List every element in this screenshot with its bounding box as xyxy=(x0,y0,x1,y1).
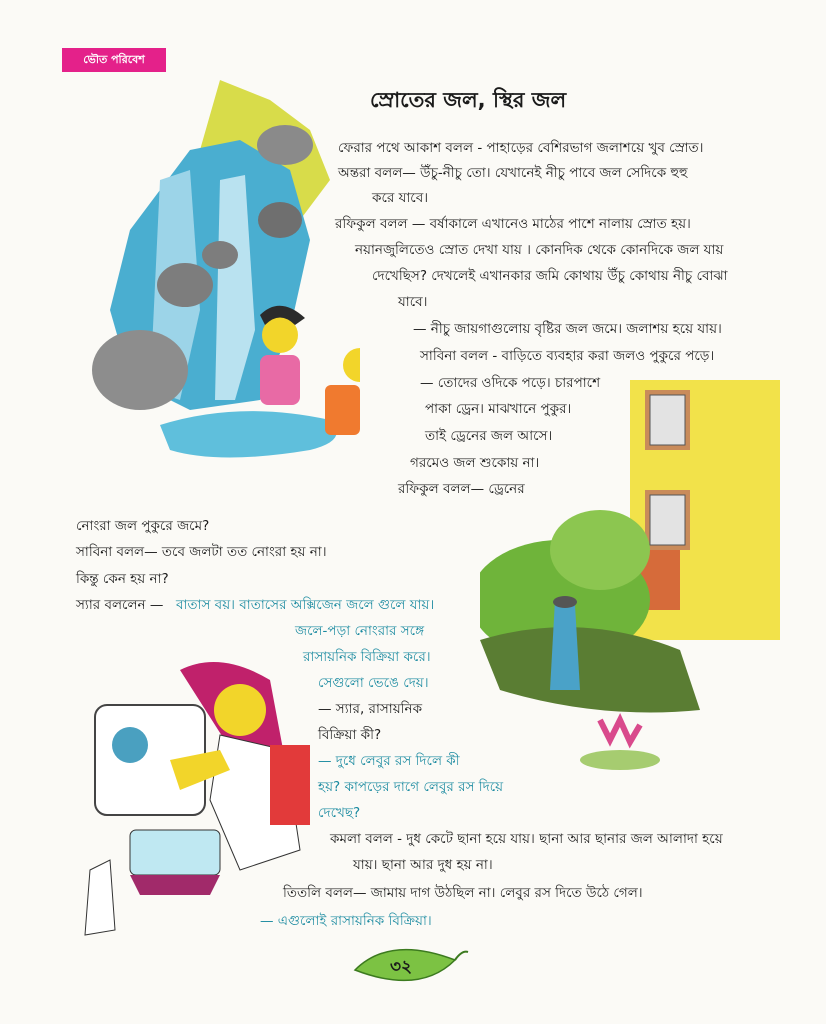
text-line: — তোদের ওদিকে পড়ে। চারপাশে xyxy=(420,375,601,391)
text-line: — স্যার, রাসায়নিক xyxy=(318,701,423,717)
text-line: কিন্তু কেন হয় না? xyxy=(76,571,169,587)
text-line: স্যার বললেন — xyxy=(76,597,164,613)
text-line: অন্তরা বলল— উঁচু-নীচু তো। যেখানেই নীচু পাবে জল সেদিকে হুহু xyxy=(338,165,688,181)
text-line: গরমেও জল শুকোয় না। xyxy=(410,455,540,471)
text-line: রাসায়নিক বিক্রিয়া করে। xyxy=(303,649,431,665)
text-line: করে যাবে। xyxy=(372,190,429,206)
text-line: হয়? কাপড়ের দাগে লেবুর রস দিয়ে xyxy=(318,779,504,795)
text-line: যায়। ছানা আর দুধ হয় না। xyxy=(353,857,493,873)
text-line: পাকা ড্রেন। মাঝখানে পুকুর। xyxy=(425,401,572,417)
text-line: বিক্রিয়া কী? xyxy=(318,727,382,743)
text-line: যাবে। xyxy=(398,294,428,310)
woman-cooking-illustration xyxy=(70,650,330,950)
page-number: ৩২ xyxy=(390,957,413,977)
text-line: সাবিনা বলল— তবে জলটা তত নোংরা হয় না। xyxy=(76,544,327,560)
text-line: তিতলি বলল— জামায় দাগ উঠছিল না। লেবুর রস দিতে উঠে গেল। xyxy=(283,885,643,901)
text-line: কমলা বলল - দুধ কেটে ছানা হয়ে যায়। ছানা আর ছানার জল আলাদা হয়ে xyxy=(330,831,723,847)
section-tag: ভৌত পরিবেশ xyxy=(62,48,166,72)
text-line: রফিকুল বলল— ড্রেনের xyxy=(398,481,525,497)
text-line: জলে-পড়া নোংরার সঙ্গে xyxy=(295,623,425,639)
text-line: রফিকুল বলল — বর্ষাকালে এখানেও মাঠের পাশে নালায় স্রোত হয়। xyxy=(335,216,691,232)
waterfall-illustration xyxy=(70,70,360,470)
text-line: ফেরার পথে আকাশ বলল - পাহাড়ের বেশিরভাগ জলাশয়ে খুব স্রোত। xyxy=(338,140,704,156)
text-line: সেগুলো ভেঙে দেয়। xyxy=(318,675,429,691)
text-line: সাবিনা বলল - বাড়িতে ব্যবহার করা জলও পুকুরে পড়ে। xyxy=(420,348,715,364)
text-line: দেখেছ? xyxy=(318,805,361,821)
text-line: — এগুলোই রাসায়নিক বিক্রিয়া। xyxy=(260,913,432,929)
text-line: দেখেছিস? দেখলেই এখানকার জমি কোথায় উঁচু কোথায় নীচু বোঝা xyxy=(372,268,728,284)
text-line: — দুধে লেবুর রস দিলে কী xyxy=(318,753,460,769)
text-line: নয়ানজুলিতেও স্রোত দেখা যায় । কোনদিক থেকে কোনদিকে জল যায় xyxy=(355,242,724,258)
text-line: বাতাস বয়। বাতাসের অক্সিজেন জলে গুলে যায়। xyxy=(176,597,435,613)
text-line: তাই ড্রেনের জল আসে। xyxy=(425,428,553,444)
text-line: নোংরা জল পুকুরে জমে? xyxy=(76,518,210,534)
text-line: — নীচু জায়গাগুলোয় বৃষ্টির জল জমে। জলাশয় হয়ে যায়। xyxy=(413,321,722,337)
page-title: স্রোতের জল, স্থির জল xyxy=(370,88,567,112)
